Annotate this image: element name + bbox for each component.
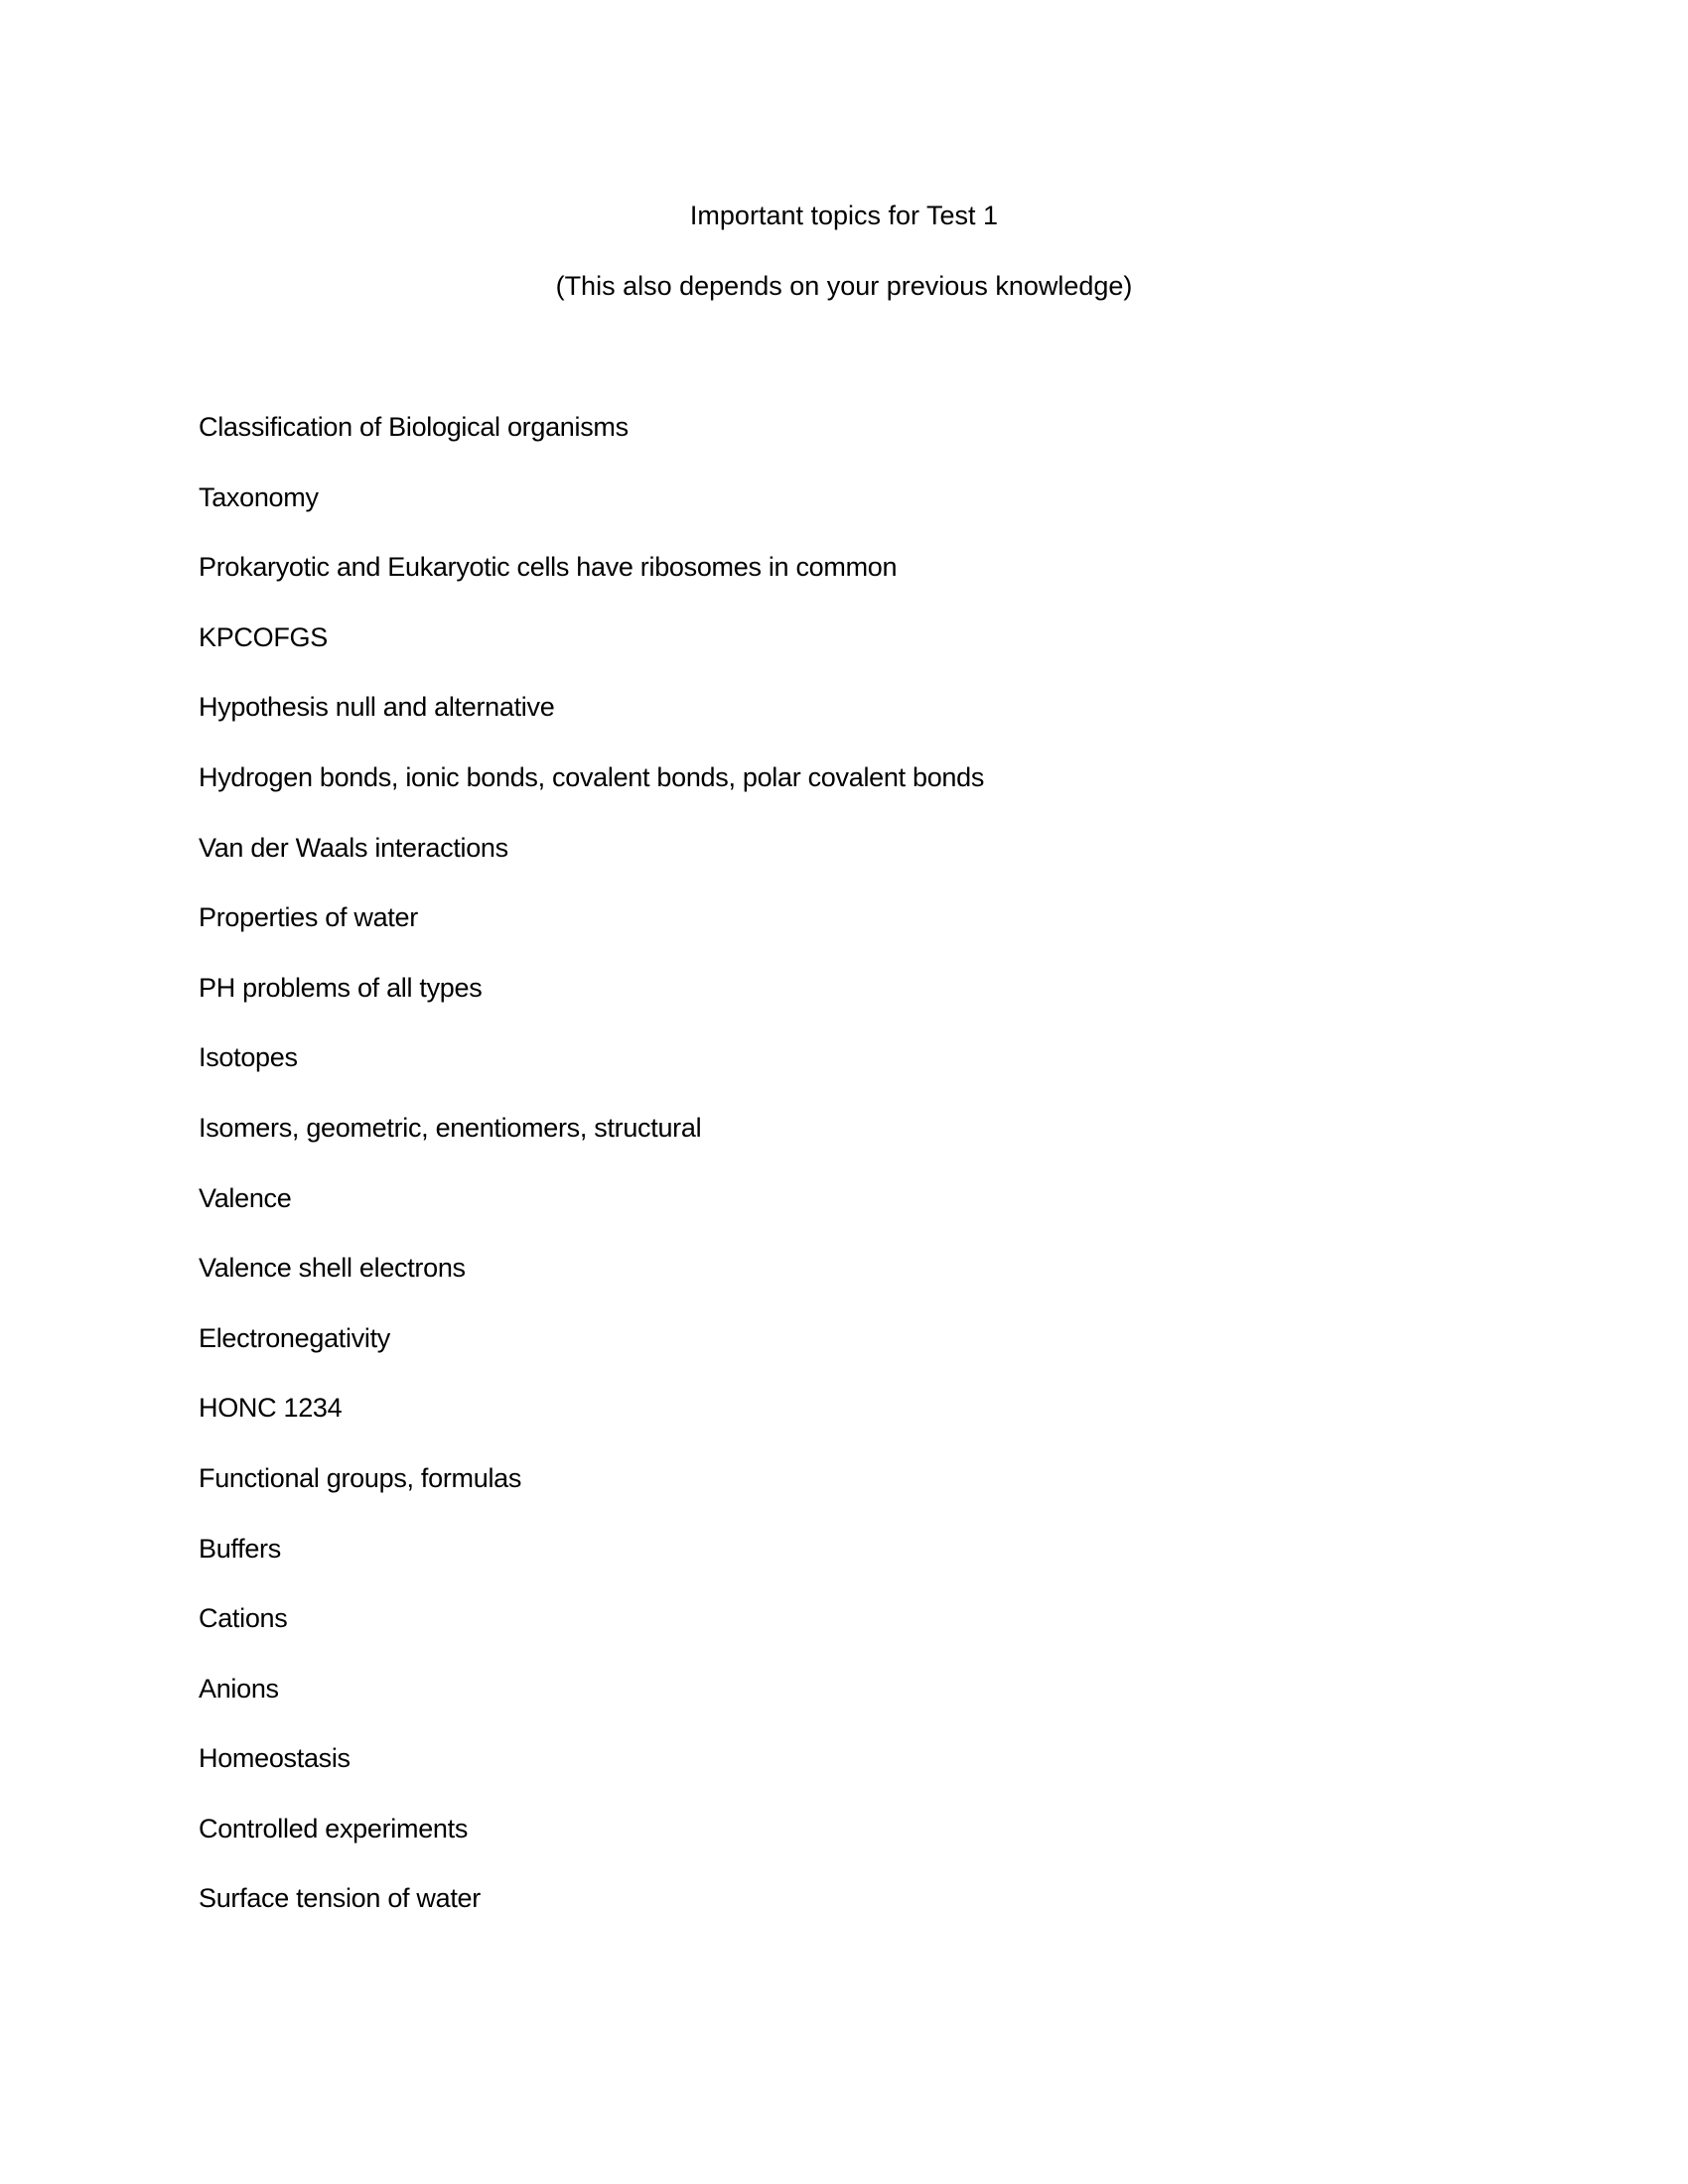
topic-item: Taxonomy — [199, 481, 319, 512]
page-subtitle: (This also depends on your previous knowledge) — [555, 271, 1133, 301]
topic-item: Valence — [199, 1182, 292, 1213]
topic-item: Functional groups, formulas — [199, 1462, 522, 1493]
topic-item: Buffers — [199, 1533, 281, 1564]
topic-item: Valence shell electrons — [199, 1253, 466, 1284]
topic-item: KPCOFGS — [199, 621, 328, 652]
topic-item: Electronegativity — [199, 1322, 390, 1353]
topic-item: Surface tension of water — [199, 1883, 481, 1914]
topic-item: Prokaryotic and Eukaryotic cells have ribosomes in common — [199, 552, 898, 583]
topic-item: Hypothesis null and alternative — [199, 692, 555, 723]
topic-item: Controlled experiments — [199, 1813, 469, 1843]
topic-item: Van der Waals interactions — [199, 832, 508, 863]
topic-item: Cations — [199, 1603, 288, 1634]
topic-item: Homeostasis — [199, 1743, 351, 1774]
topic-item: Classification of Biological organisms — [199, 412, 629, 442]
topic-list — [199, 410, 984, 1952]
topic-item: Isomers, geometric, enentiomers, structural — [199, 1112, 702, 1143]
page-title: Important topics for Test 1 — [689, 201, 999, 230]
topic-item: HONC 1234 — [199, 1393, 343, 1424]
topic-item: Isotopes — [199, 1042, 298, 1073]
topic-item: Hydrogen bonds, ionic bonds, covalent bonds, polar covalent bonds — [199, 761, 985, 792]
topic-item: Anions — [199, 1673, 279, 1704]
topic-item: PH problems of all types — [199, 972, 483, 1003]
topic-item: Properties of water — [199, 902, 418, 933]
